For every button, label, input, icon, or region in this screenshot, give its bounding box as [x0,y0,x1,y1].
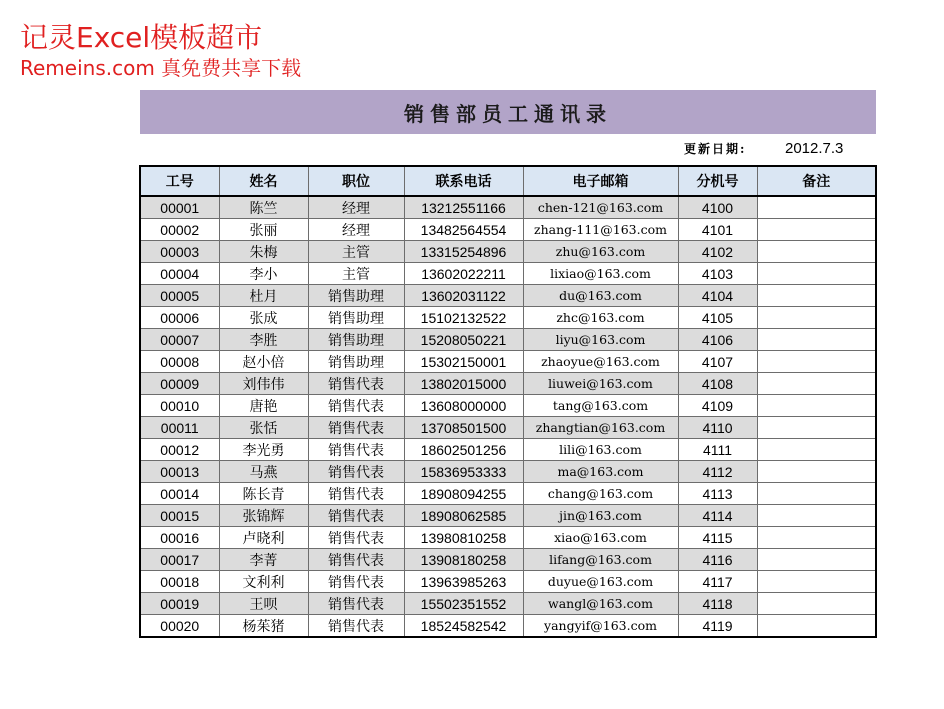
cell-name[interactable]: 张丽 [219,219,308,241]
table-row [140,285,876,307]
cell-employee-id[interactable]: 00009 [140,373,219,395]
table-row [140,461,876,483]
table-row [140,483,876,505]
cell-position[interactable]: 销售代表 [308,615,404,638]
cell-email[interactable]: du@163.com [523,285,678,307]
cell-note[interactable] [757,196,876,219]
cell-employee-id[interactable]: 00011 [140,417,219,439]
cell-email[interactable]: tang@163.com [523,395,678,417]
cell-email[interactable]: jin@163.com [523,505,678,527]
cell-email[interactable]: zhangtian@163.com [523,417,678,439]
cell-employee-id[interactable]: 00008 [140,351,219,373]
cell-phone[interactable]: 13482564554 [404,219,523,241]
cell-phone[interactable]: 15836953333 [404,461,523,483]
cell-extension[interactable]: 4102 [678,241,757,263]
cell-extension[interactable]: 4108 [678,373,757,395]
cell-phone[interactable]: 13963985263 [404,571,523,593]
cell-position[interactable]: 销售代表 [308,593,404,615]
cell-phone[interactable]: 13908180258 [404,549,523,571]
cell-email[interactable]: chen-121@163.com [523,196,678,219]
cell-position[interactable]: 销售代表 [308,417,404,439]
table-row [140,263,876,285]
cell-extension[interactable]: 4119 [678,615,757,638]
cell-phone[interactable]: 18602501256 [404,439,523,461]
cell-phone[interactable]: 13708501500 [404,417,523,439]
cell-phone[interactable]: 13212551166 [404,196,523,219]
cell-note[interactable] [757,351,876,373]
cell-extension[interactable]: 4114 [678,505,757,527]
cell-position[interactable]: 销售代表 [308,527,404,549]
cell-name[interactable]: 张恬 [219,417,308,439]
cell-employee-id[interactable]: 00002 [140,219,219,241]
cell-position[interactable]: 销售代表 [308,439,404,461]
cell-email[interactable]: chang@163.com [523,483,678,505]
cell-name[interactable]: 朱梅 [219,241,308,263]
cell-email[interactable]: lifang@163.com [523,549,678,571]
cell-note[interactable] [757,615,876,638]
cell-employee-id[interactable]: 00012 [140,439,219,461]
cell-note[interactable] [757,263,876,285]
cell-name[interactable]: 李胜 [219,329,308,351]
table-row [140,417,876,439]
cell-name[interactable]: 马燕 [219,461,308,483]
cell-phone[interactable]: 18908062585 [404,505,523,527]
cell-note[interactable] [757,483,876,505]
table-row [140,439,876,461]
cell-name[interactable]: 李光勇 [219,439,308,461]
table-row [140,241,876,263]
table-row [140,307,876,329]
cell-position[interactable]: 销售代表 [308,395,404,417]
table-row [140,593,876,615]
table-body [140,196,876,637]
cell-phone[interactable]: 13980810258 [404,527,523,549]
cell-employee-id[interactable]: 00010 [140,395,219,417]
cell-note[interactable] [757,417,876,439]
table-row [140,505,876,527]
cell-extension[interactable]: 4100 [678,196,757,219]
cell-extension[interactable]: 4103 [678,263,757,285]
table-row [140,571,876,593]
cell-name[interactable]: 李菁 [219,549,308,571]
cell-extension[interactable]: 4110 [678,417,757,439]
cell-phone[interactable]: 13602022211 [404,263,523,285]
employee-directory-table [139,165,877,638]
cell-name[interactable]: 杨茱猪 [219,615,308,638]
header-position[interactable]: 职位 [308,166,404,196]
cell-email[interactable]: zhu@163.com [523,241,678,263]
cell-extension[interactable]: 4104 [678,285,757,307]
cell-note[interactable] [757,527,876,549]
cell-employee-id[interactable]: 00001 [140,196,219,219]
cell-email[interactable]: yangyif@163.com [523,615,678,638]
cell-note[interactable] [757,241,876,263]
cell-email[interactable]: zhaoyue@163.com [523,351,678,373]
cell-name[interactable]: 文利利 [219,571,308,593]
cell-name[interactable]: 王呗 [219,593,308,615]
cell-employee-id[interactable]: 00013 [140,461,219,483]
cell-extension[interactable]: 4117 [678,571,757,593]
cell-position[interactable]: 销售助理 [308,351,404,373]
table-row [140,373,876,395]
header-name[interactable]: 姓名 [219,166,308,196]
cell-employee-id[interactable]: 00017 [140,549,219,571]
update-date-label: 更新日期: [684,142,747,156]
cell-note[interactable] [757,505,876,527]
table-row [140,549,876,571]
cell-name[interactable]: 张成 [219,307,308,329]
cell-position[interactable]: 销售助理 [308,329,404,351]
cell-employee-id[interactable]: 00019 [140,593,219,615]
header-extension[interactable]: 分机号 [678,166,757,196]
cell-email[interactable]: lili@163.com [523,439,678,461]
table-row [140,527,876,549]
sheet-title-bar [140,90,876,134]
header-employee-id[interactable]: 工号 [140,166,219,196]
cell-email[interactable]: zhang-111@163.com [523,219,678,241]
table-row [140,395,876,417]
cell-email[interactable]: lixiao@163.com [523,263,678,285]
header-note[interactable]: 备注 [757,166,876,196]
cell-employee-id[interactable]: 00004 [140,263,219,285]
brand-title: 记灵Excel模板超市 [20,21,263,54]
cell-phone[interactable]: 13608000000 [404,395,523,417]
cell-email[interactable]: duyue@163.com [523,571,678,593]
cell-phone[interactable]: 13802015000 [404,373,523,395]
cell-position[interactable]: 销售代表 [308,373,404,395]
cell-email[interactable]: liyu@163.com [523,329,678,351]
cell-position[interactable]: 经理 [308,196,404,219]
cell-position[interactable]: 销售代表 [308,461,404,483]
cell-position[interactable]: 销售代表 [308,505,404,527]
cell-note[interactable] [757,549,876,571]
cell-extension[interactable]: 4105 [678,307,757,329]
cell-extension[interactable]: 4111 [678,439,757,461]
cell-employee-id[interactable]: 00007 [140,329,219,351]
cell-name[interactable]: 杜月 [219,285,308,307]
cell-position[interactable]: 销售助理 [308,285,404,307]
cell-email[interactable]: ma@163.com [523,461,678,483]
cell-note[interactable] [757,285,876,307]
cell-phone[interactable]: 15502351552 [404,593,523,615]
cell-position[interactable]: 销售代表 [308,571,404,593]
cell-extension[interactable]: 4118 [678,593,757,615]
table-row [140,615,876,638]
cell-employee-id[interactable]: 00020 [140,615,219,638]
cell-position[interactable]: 主管 [308,241,404,263]
cell-position[interactable]: 主管 [308,263,404,285]
cell-note[interactable] [757,329,876,351]
header-email[interactable]: 电子邮箱 [523,166,678,196]
cell-name[interactable]: 陈长青 [219,483,308,505]
cell-position[interactable]: 经理 [308,219,404,241]
cell-note[interactable] [757,439,876,461]
cell-phone[interactable]: 15302150001 [404,351,523,373]
cell-phone[interactable]: 13315254896 [404,241,523,263]
cell-name[interactable]: 卢晓利 [219,527,308,549]
cell-position[interactable]: 销售代表 [308,483,404,505]
cell-employee-id[interactable]: 00003 [140,241,219,263]
table-row [140,219,876,241]
cell-extension[interactable]: 4106 [678,329,757,351]
cell-name[interactable]: 刘伟伟 [219,373,308,395]
cell-extension[interactable]: 4116 [678,549,757,571]
cell-employee-id[interactable]: 00014 [140,483,219,505]
update-date-value[interactable]: 2012.7.3 [785,140,844,157]
cell-name[interactable]: 张锦辉 [219,505,308,527]
cell-name[interactable]: 赵小倍 [219,351,308,373]
cell-note[interactable] [757,461,876,483]
table-row [140,351,876,373]
header-phone[interactable]: 联系电话 [404,166,523,196]
cell-extension[interactable]: 4109 [678,395,757,417]
cell-employee-id[interactable]: 00005 [140,285,219,307]
cell-position[interactable]: 销售助理 [308,307,404,329]
cell-extension[interactable]: 4112 [678,461,757,483]
cell-extension[interactable]: 4107 [678,351,757,373]
cell-name[interactable]: 唐艳 [219,395,308,417]
cell-email[interactable]: liuwei@163.com [523,373,678,395]
cell-phone[interactable]: 13602031122 [404,285,523,307]
sheet-title: 销售部员工通讯录 [404,101,612,126]
cell-phone[interactable]: 15208050221 [404,329,523,351]
cell-note[interactable] [757,593,876,615]
cell-email[interactable]: zhc@163.com [523,307,678,329]
table-row [140,196,876,219]
cell-email[interactable]: xiao@163.com [523,527,678,549]
cell-employee-id[interactable]: 00016 [140,527,219,549]
cell-extension[interactable]: 4101 [678,219,757,241]
cell-employee-id[interactable]: 00006 [140,307,219,329]
header-row [140,166,876,196]
brand-subtitle: Remeins.com 真免费共享下载 [20,56,302,80]
cell-extension[interactable]: 4113 [678,483,757,505]
cell-employee-id[interactable]: 00015 [140,505,219,527]
cell-position[interactable]: 销售代表 [308,549,404,571]
cell-phone[interactable]: 15102132522 [404,307,523,329]
cell-phone[interactable]: 18524582542 [404,615,523,638]
cell-note[interactable] [757,571,876,593]
cell-note[interactable] [757,395,876,417]
table-row [140,329,876,351]
cell-email[interactable]: wangl@163.com [523,593,678,615]
cell-name[interactable]: 陈竺 [219,196,308,219]
cell-phone[interactable]: 18908094255 [404,483,523,505]
cell-name[interactable]: 李小 [219,263,308,285]
cell-note[interactable] [757,307,876,329]
cell-extension[interactable]: 4115 [678,527,757,549]
cell-note[interactable] [757,373,876,395]
cell-note[interactable] [757,219,876,241]
cell-employee-id[interactable]: 00018 [140,571,219,593]
